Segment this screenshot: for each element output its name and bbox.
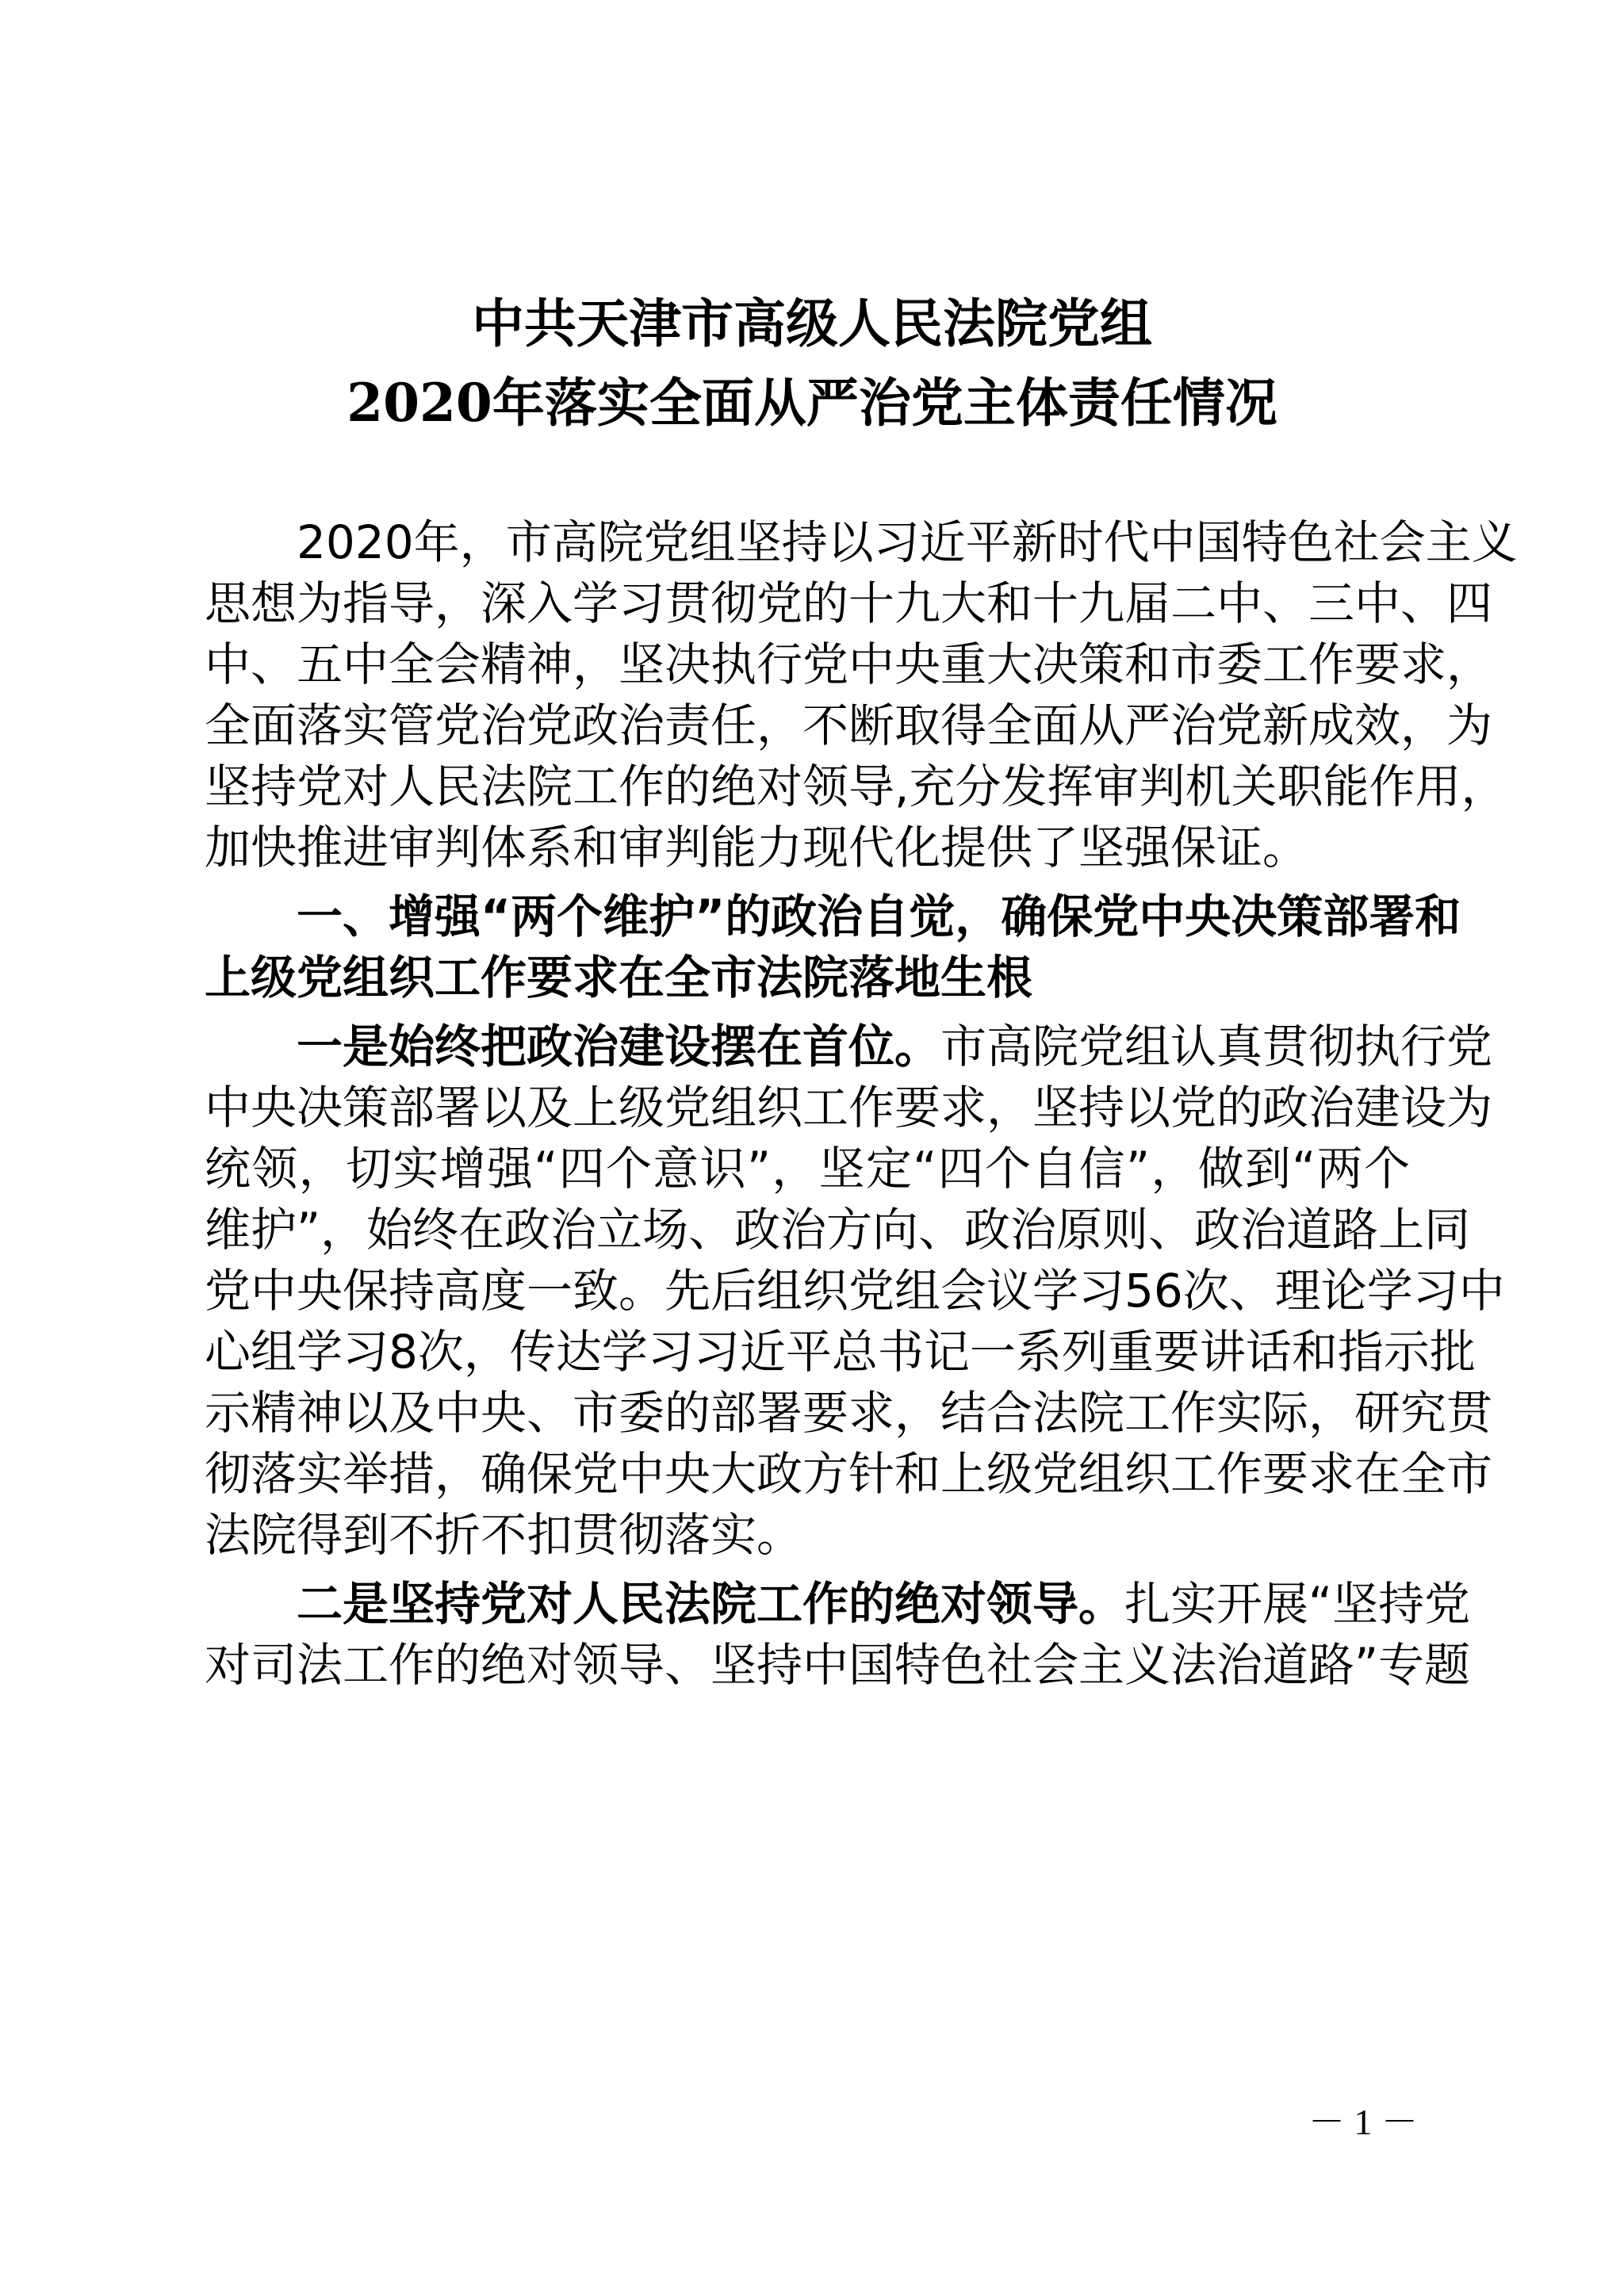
paragraph-line: 中央决策部署以及上级党组织工作要求，坚持以党的政治建设为 [205, 1081, 1493, 1135]
paragraph-political-building [205, 1016, 1505, 1566]
paragraph-line: 统领，切实增强“四个意识”，坚定“四个自信”，做到“两个 [205, 1142, 1410, 1196]
paragraph-line [205, 1016, 1493, 1077]
paragraph-lead: 一是始终把政治建设摆在首位。 [297, 1020, 941, 1073]
paragraph-line: 2020年，市高院党组坚持以习近平新时代中国特色社会主义 [297, 515, 1518, 569]
paragraph-text: 扎实开展“坚持党 [1124, 1577, 1471, 1631]
paragraph-lead: 二是坚持党对人民法院工作的绝对领导。 [297, 1577, 1125, 1631]
paragraph-line: 维护”，始终在政治立场、政治方向、政治原则、政治道路上同 [205, 1203, 1471, 1257]
paragraph-party-leadership [205, 1574, 1471, 1696]
paragraph-line: 彻落实举措，确保党中央大政方针和上级党组织工作要求在全市 [205, 1447, 1493, 1501]
paragraph-line: 法院得到不折不扣贯彻落实。 [205, 1508, 803, 1562]
heading-line: 一、增强“两个维护”的政治自觉，确保党中央决策部署和 [297, 890, 1461, 943]
paragraph-line: 心组学习8次，传达学习习近平总书记一系列重要讲话和指示批 [205, 1325, 1476, 1379]
page-number: － 1 － [1308, 2102, 1418, 2142]
title-line-2: 2020年落实全面从严治党主体责任情况 [347, 372, 1277, 434]
paragraph-line: 全面落实管党治党政治责任，不断取得全面从严治党新成效，为 [205, 698, 1493, 752]
paragraph-line [205, 1574, 1471, 1635]
heading-line: 上级党组织工作要求在全市法院落地生根 [205, 951, 1033, 1004]
document-title [0, 284, 1624, 442]
section-heading [205, 886, 1461, 1008]
paragraph-line: 加快推进审判体系和审判能力现代化提供了坚强保证。 [205, 821, 1309, 874]
title-line-1: 中共天津市高级人民法院党组 [472, 293, 1152, 354]
document-body [205, 512, 1518, 1696]
paragraph-line: 坚持党对人民法院工作的绝对领导,充分发挥审判机关职能作用， [205, 760, 1507, 813]
paragraph-line: 思想为指导，深入学习贯彻党的十九大和十九届二中、三中、四 [205, 576, 1493, 630]
paragraph-text: 市高院党组认真贯彻执行党 [940, 1020, 1493, 1073]
paragraph-line: 中、五中全会精神，坚决执行党中央重大决策和市委工作要求， [205, 637, 1493, 691]
paragraph-line: 对司法工作的绝对领导、坚持中国特色社会主义法治道路”专题 [205, 1638, 1471, 1692]
paragraph-line: 示精神以及中央、市委的部署要求，结合法院工作实际，研究贯 [205, 1386, 1493, 1440]
intro-paragraph [205, 512, 1518, 878]
paragraph-line: 党中央保持高度一致。先后组织党组会议学习56次、理论学习中 [205, 1264, 1505, 1318]
